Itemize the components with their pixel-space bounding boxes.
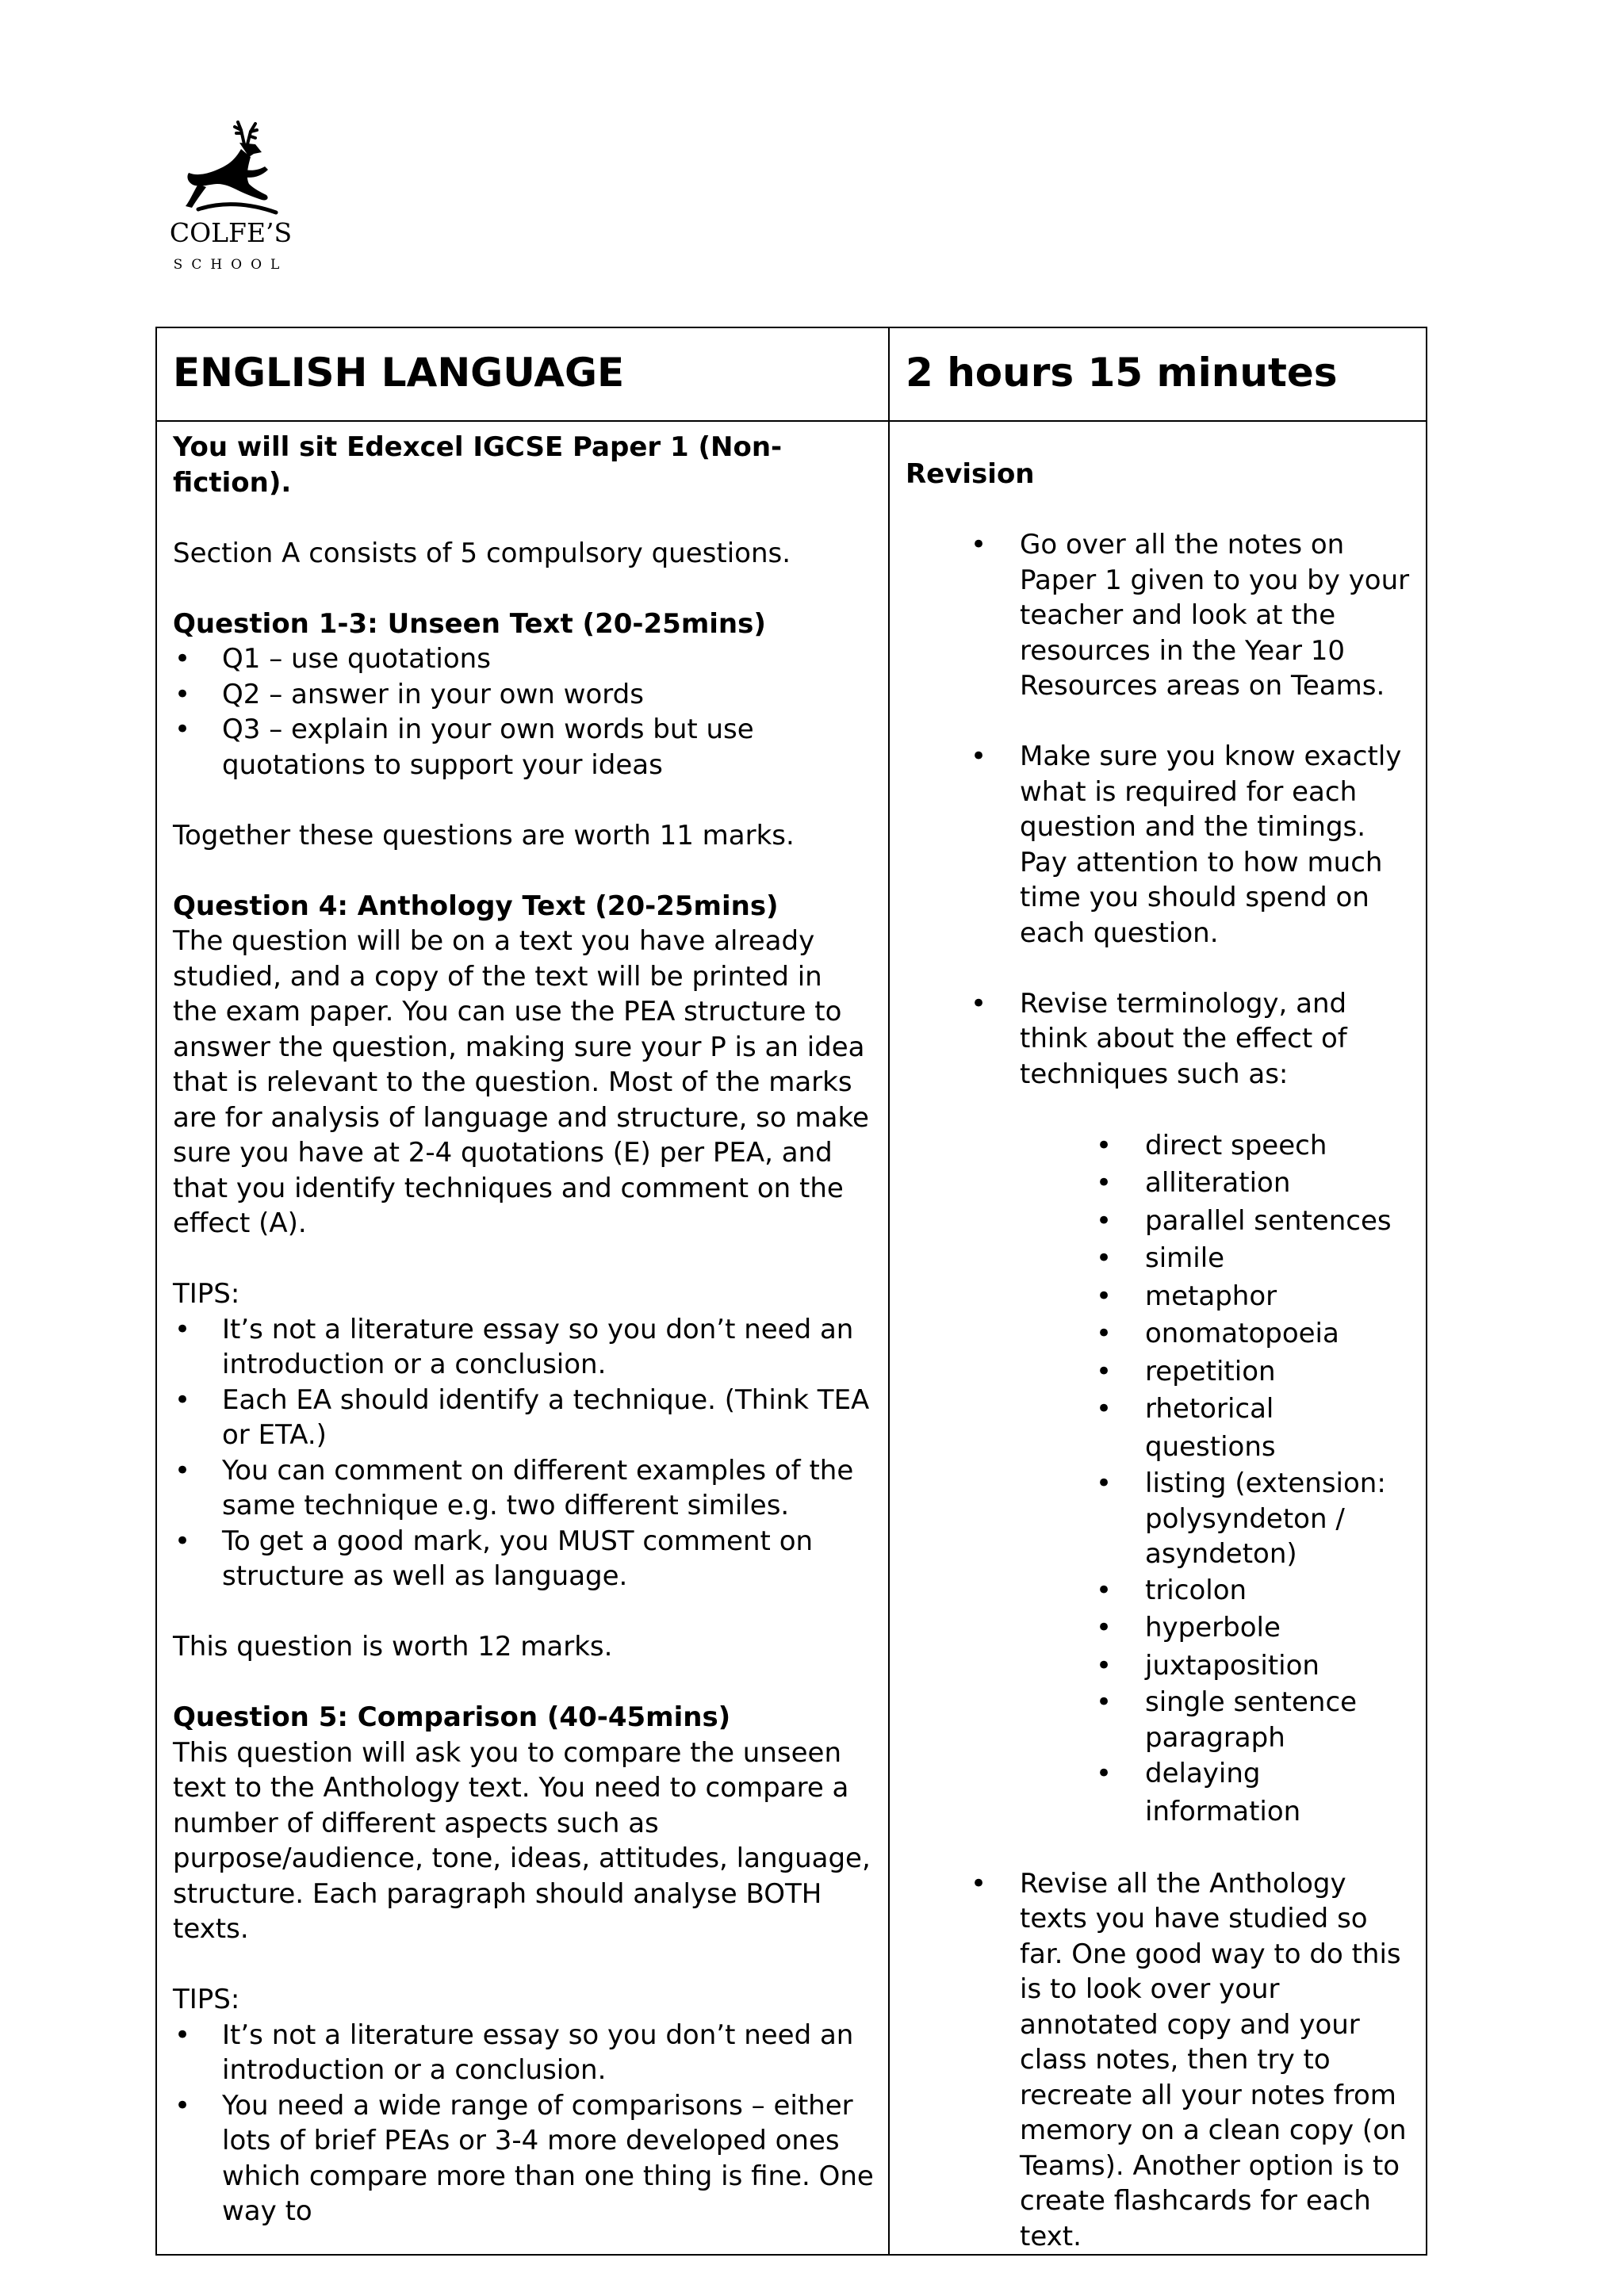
q5-paragraph: This question will ask you to compare the unseen text to the Anthology text. You need to compare a number of different aspects such as purpose/audience, tone, ideas, attitudes, language, structure. Each paragraph should analyse BOTH texts. xyxy=(173,1736,871,1945)
logo-name: COLFE’S xyxy=(169,217,293,248)
q13-marks: Together these questions are worth 11 marks. xyxy=(173,819,795,851)
logo-subname: SCHOOL xyxy=(173,257,289,273)
list-item: • You can comment on different examples of the same technique e.g. two different similes. xyxy=(173,1453,874,1524)
subject-title: ENGLISH LANGUAGE xyxy=(173,350,625,396)
q13-heading: Question 1-3: Unseen Text (20-25mins) xyxy=(173,607,766,640)
techniques-list xyxy=(906,1127,1410,1831)
q4-paragraph: The question will be on a text you have already studied, and a copy of the text will be printed in the exam paper. You can use the PEA structure to answer the question, making sure your P is an idea that is relevant to the question. Most of the marks are for analysis of language and structure, so make sure you have at 2-4 quotations (E) per PEA, and that you identify techniques and comment on the effect (A). xyxy=(173,925,869,1239)
technique-item: • single sentence paragraph xyxy=(906,1685,1410,1755)
technique-item: • repetition xyxy=(906,1353,1410,1391)
content-table xyxy=(155,327,1427,2256)
revision-point: • Make sure you know exactly what is required for each question and the timings. Pay attention to how much time you should spend on each question. xyxy=(906,739,1410,951)
intro-line: You will sit Edexcel IGCSE Paper 1 (Non-fiction). xyxy=(173,431,783,499)
revision-point-list xyxy=(906,527,1410,704)
technique-item: • hyperbole xyxy=(906,1609,1410,1647)
section-a-line: Section A consists of 5 compulsory questions. xyxy=(173,537,791,569)
header-row xyxy=(156,327,1427,421)
revision-point: • Revise terminology, and think about the effect of techniques such as: xyxy=(906,986,1410,1093)
technique-item: • simile xyxy=(906,1240,1410,1278)
technique-item: • juxtaposition xyxy=(906,1647,1410,1686)
technique-item: • direct speech xyxy=(906,1127,1410,1165)
school-logo xyxy=(163,121,298,279)
technique-item: • delaying information xyxy=(906,1755,1410,1831)
list-item: • Q1 – use quotations xyxy=(173,641,874,677)
tips-label: TIPS: xyxy=(173,1278,240,1310)
q5-heading: Question 5: Comparison (40-45mins) xyxy=(173,1701,731,1733)
technique-item: • onomatopoeia xyxy=(906,1315,1410,1353)
duration-cell xyxy=(889,327,1427,421)
duration-title: 2 hours 15 minutes xyxy=(906,350,1338,396)
revision-cell xyxy=(889,421,1427,2255)
subject-cell xyxy=(156,327,889,421)
technique-item: • parallel sentences xyxy=(906,1203,1410,1241)
list-item: • You need a wide range of comparisons – either lots of brief PEAs or 3-4 more developed ones which compare more than one thing is fine. One way to xyxy=(173,2088,874,2229)
revision-heading: Revision xyxy=(906,458,1035,490)
technique-item: • alliteration xyxy=(906,1165,1410,1203)
revision-point-list xyxy=(906,739,1410,951)
body-row xyxy=(156,421,1427,2255)
revision-point: • Revise all the Anthology texts you have studied so far. One good way to do this is to look over your annotated copy and your class notes, then try to recreate all your notes from memory on a clean copy (on Teams). Another option is to create flashcards for each text. xyxy=(906,1866,1410,2255)
technique-item: • listing (extension: polysyndeton / asyndeton) xyxy=(906,1466,1410,1572)
technique-item: • tricolon xyxy=(906,1572,1410,1610)
exam-info-cell xyxy=(156,421,889,2255)
list-item: • Each EA should identify a technique. (Think TEA or ETA.) xyxy=(173,1383,874,1453)
stag-crest-icon xyxy=(182,121,285,216)
q4-heading: Question 4: Anthology Text (20-25mins) xyxy=(173,890,779,922)
list-item: • Q2 – answer in your own words xyxy=(173,677,874,713)
list-item: • Q3 – explain in your own words but use quotations to support your ideas xyxy=(173,712,874,783)
technique-item: • metaphor xyxy=(906,1278,1410,1316)
q13-list xyxy=(173,641,874,783)
list-item: • It’s not a literature essay so you don’t need an introduction or a conclusion. xyxy=(173,2018,874,2088)
q4-marks: This question is worth 12 marks. xyxy=(173,1631,613,1663)
tips-label: TIPS: xyxy=(173,1984,240,2015)
list-item: • To get a good mark, you MUST comment on structure as well as language. xyxy=(173,1524,874,1594)
technique-item: • rhetorical questions xyxy=(906,1391,1410,1466)
q4-tips-list xyxy=(173,1312,874,1594)
revision-point: • Go over all the notes on Paper 1 given to you by your teacher and look at the resources in the Year 10 Resources areas on Teams. xyxy=(906,527,1410,704)
revision-point-list xyxy=(906,986,1410,1093)
q5-tips-list xyxy=(173,2018,874,2229)
revision-point-list xyxy=(906,1866,1410,2255)
list-item: • It’s not a literature essay so you don’t need an introduction or a conclusion. xyxy=(173,1312,874,1383)
